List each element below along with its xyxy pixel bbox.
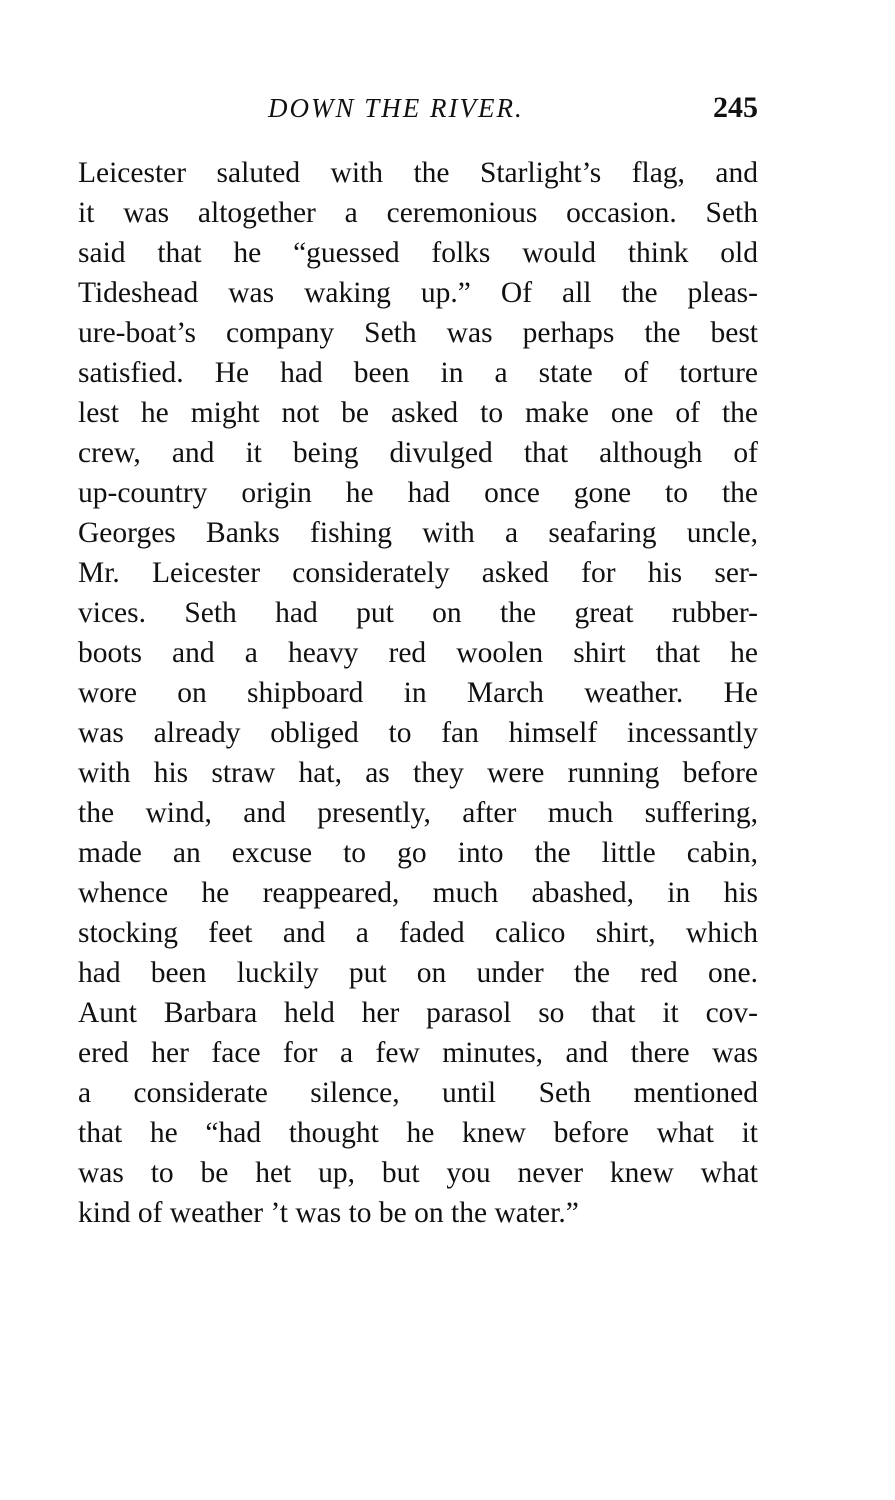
running-title: DOWN THE RIVER.	[268, 93, 524, 123]
text-line: Aunt Barbara held her parasol so that it cov-	[78, 997, 758, 1029]
page-number: 245	[713, 91, 758, 124]
body-text	[78, 153, 758, 1233]
text-line: was to be het up, but you never knew what	[78, 1157, 758, 1189]
text-line: Tideshead was waking up.” Of all the pleas-	[78, 277, 758, 309]
text-line: vices. Seth had put on the great rubber-	[78, 597, 758, 629]
text-line: that he “had thought he knew before what it	[78, 1117, 758, 1149]
text-line: Georges Banks fishing with a seafaring uncle,	[78, 517, 758, 549]
text-line: stocking feet and a faded calico shirt, which	[78, 917, 758, 949]
text-line: crew, and it being divulged that although of	[78, 437, 758, 469]
text-line: a considerate silence, until Seth mentioned	[78, 1077, 758, 1109]
text-line: Leicester saluted with the Starlight’s flag, and	[78, 157, 758, 189]
text-line: with his straw hat, as they were running before	[78, 757, 758, 789]
running-head	[78, 88, 758, 132]
text-line: whence he reappeared, much abashed, in his	[78, 877, 758, 909]
text-line: lest he might not be asked to make one of the	[78, 397, 758, 429]
text-line: was already obliged to fan himself incessantly	[78, 717, 758, 749]
text-line: said that he “guessed folks would think old	[78, 237, 758, 269]
text-line: it was altogether a ceremonious occasion. Seth	[78, 197, 758, 229]
text-line: satisfied. He had been in a state of torture	[78, 357, 758, 389]
text-line: had been luckily put on under the red one.	[78, 957, 758, 989]
text-line: boots and a heavy red woolen shirt that he	[78, 637, 758, 669]
text-line: wore on shipboard in March weather. He	[78, 677, 758, 709]
text-line: kind of weather ’t was to be on the water.”	[78, 1197, 579, 1229]
text-line: ure-boat’s company Seth was perhaps the best	[78, 317, 758, 349]
text-line: up-country origin he had once gone to the	[78, 477, 758, 509]
text-line: ered her face for a few minutes, and there was	[78, 1037, 758, 1069]
text-line: made an excuse to go into the little cabin,	[78, 837, 758, 869]
text-line: Mr. Leicester considerately asked for his ser-	[78, 557, 758, 589]
text-line: the wind, and presently, after much suffering,	[78, 797, 758, 829]
